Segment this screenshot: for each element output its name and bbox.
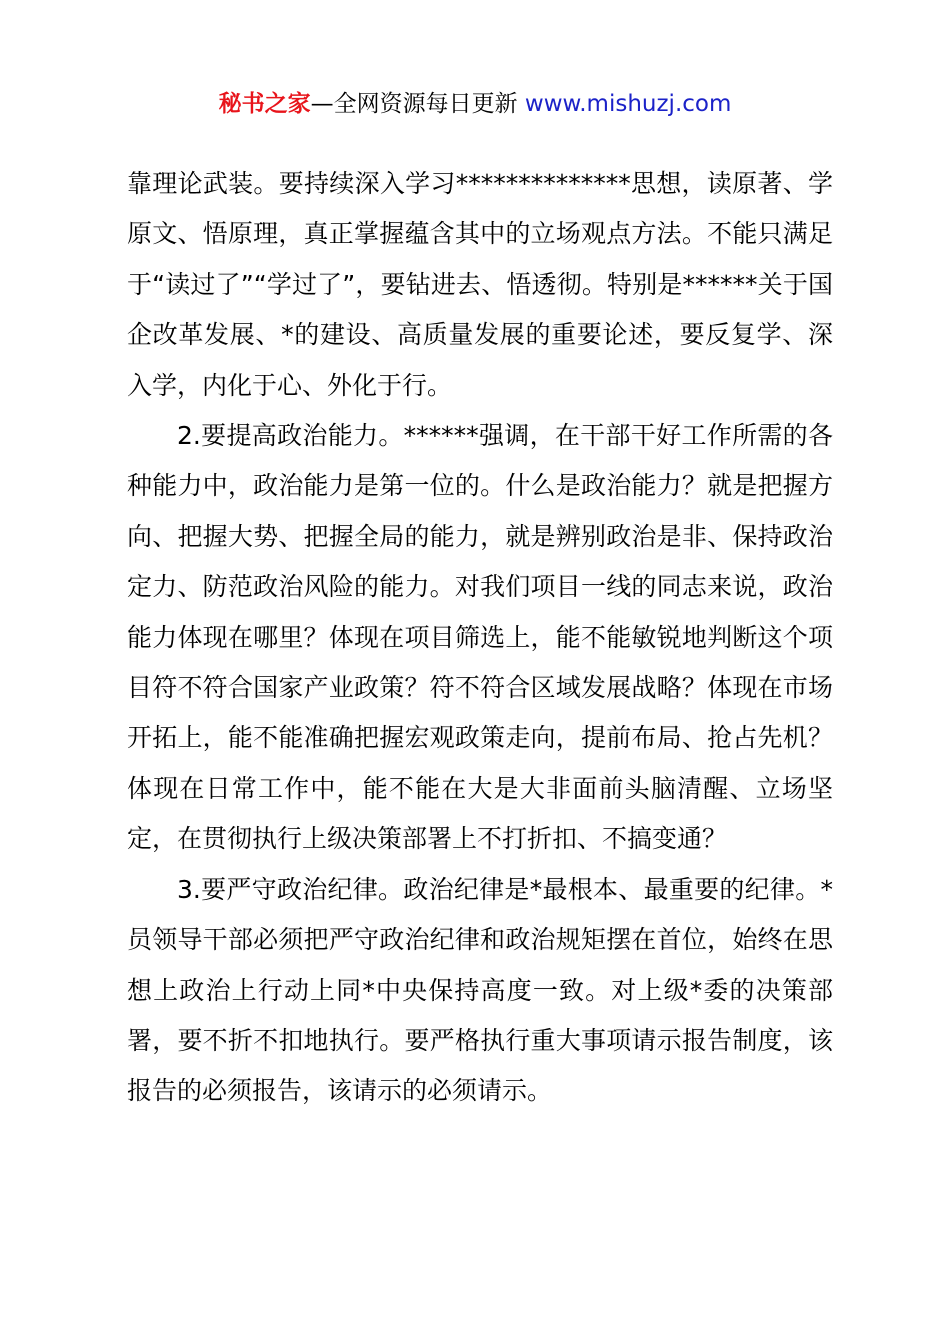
- document-body: [127, 159, 833, 1117]
- paragraph-political-discipline: 3.要严守政治纪律。政治纪律是*最根本、最重要的纪律。*员领导干部必须把严守政治纪律和政治规矩摆在首位，始终在思想上政治上行动上同*中央保持高度一致。对上级*委的决策部署，要不折不扣地执行。要严格执行重大事项请示报告制度，该报告的必须报告，该请示的必须请示。: [127, 874, 833, 1106]
- site-header: [0, 86, 950, 122]
- site-tagline: —全网资源每日更新: [310, 91, 525, 117]
- site-url-link[interactable]: www.mishuzj.com: [524, 91, 732, 117]
- paragraph-political-ability: 2.要提高政治能力。******强调，在干部干好工作所需的各种能力中，政治能力是第一位的。什么是政治能力？就是把握方向、把握大势、把握全局的能力，就是辨别政治是非、保持政治定力、防范政治风险的能力。对我们项目一线的同志来说，政治能力体现在哪里？体现在项目筛选上，能不能敏锐地判断这个项目符不符合国家产业政策？符不符合区域发展战略？体现在市场开拓上，能不能准确把握宏观政策走向，提前布局、抢占先机？体现在日常工作中，能不能在大是大非面前头脑清醒、立场坚定，在贯彻执行上级决策部署上不打折扣、不搞变通？: [127, 421, 833, 854]
- site-brand: 秘书之家: [218, 91, 311, 117]
- paragraph-continuation: 靠理论武装。要持续深入学习**************思想，读原著、学原文、悟原理，真正掌握蕴含其中的立场观点方法。不能只满足于“读过了”“学过了”，要钻进去、悟透彻。特别是******关于国企改革发展、*的建设、高质量发展的重要论述，要反复学、深入学，内化于心、外化于行。: [127, 169, 833, 400]
